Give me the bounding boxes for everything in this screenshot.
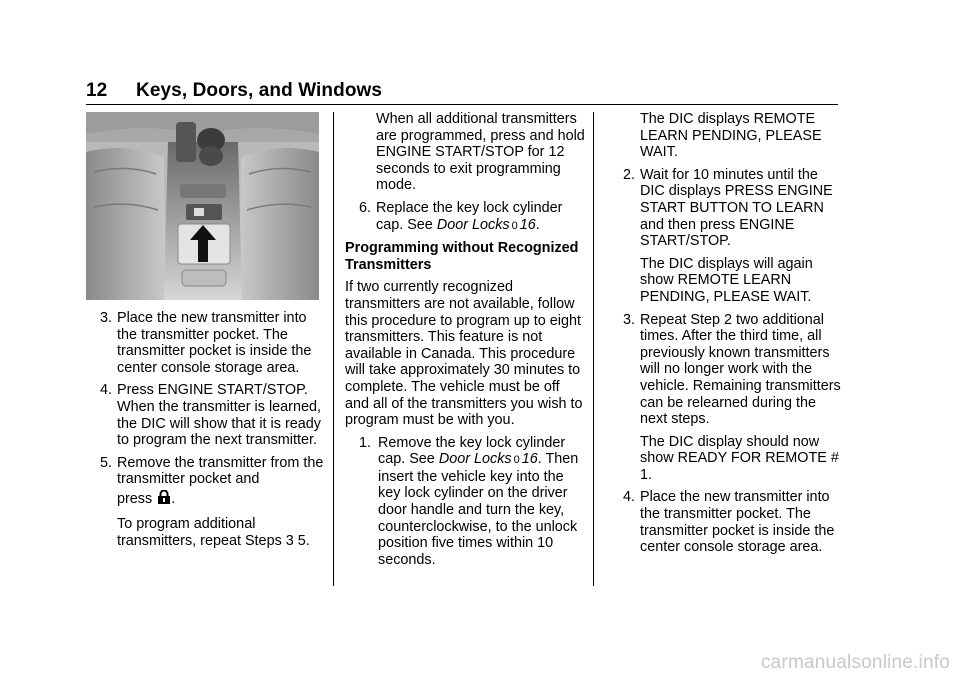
column-divider <box>333 112 334 586</box>
list-item <box>609 167 844 306</box>
list-item <box>609 312 844 484</box>
list-item <box>345 200 585 234</box>
continued-paragraph: When all additional transmitters are programmed, press and hold ENGINE START/STOP for 12 seconds to exit programming mode. <box>376 111 585 194</box>
step-text-part: . Then insert the vehicle key into the key lock cylinder on the driver door handle and turn the key, counterclockwise, to the unlock position five times within 10 seconds. <box>378 451 579 568</box>
column-2 <box>345 111 585 574</box>
console-illustration <box>86 112 319 300</box>
page-ref-arrow: 0 <box>513 454 520 467</box>
step-text: Press ENGINE START/STOP. When the transmitter is learned, the DIC will show that it is ready to program the next transmitter. <box>117 382 321 449</box>
intro-paragraph: If two currently recognized transmitters are not available, follow this procedure to program up to eight transmitters. This feature is not available in Canada. This procedure will take approximately 30 minutes to complete. The vehicle must be off and all of the transmitters you wish to program must be with you. <box>345 279 583 429</box>
step-text-part: Remove the transmitter from the transmitter pocket and <box>117 454 324 488</box>
list-item <box>609 489 844 555</box>
page-ref-arrow: 0 <box>511 219 518 232</box>
page-header <box>86 80 382 102</box>
page-number: 12 <box>86 80 108 101</box>
cross-reference: Door Locks <box>438 451 512 468</box>
step-text <box>376 200 585 234</box>
section-subheading: Programming without Recognized Transmitters <box>345 240 579 273</box>
step-number: 1. <box>358 434 371 451</box>
step-text-part: Replace the key lock cylinder cap. See <box>376 199 563 233</box>
list-item <box>345 435 585 569</box>
nested-list <box>345 435 585 569</box>
section-title: Keys, Doors, and Windows <box>136 80 383 101</box>
column-1 <box>86 310 324 555</box>
step-text <box>117 455 324 510</box>
step-number: 3. <box>99 310 112 326</box>
step-note: The DIC displays will again show REMOTE LEARN PENDING, PLEASE WAIT. <box>640 255 813 305</box>
step-number: 4. <box>622 489 635 506</box>
remote-lock-icon <box>157 490 171 510</box>
watermark: carmanualsonline.info <box>760 652 950 673</box>
step-text: Place the new transmitter into the transmitter pocket. The transmitter pocket is inside the center console storage area. <box>640 489 835 556</box>
column-divider <box>593 112 594 586</box>
continued-paragraph: The DIC displays REMOTE LEARN PENDING, PLEASE WAIT. <box>640 111 822 161</box>
header-rule <box>86 104 838 105</box>
step-number: 5. <box>99 454 112 471</box>
step-text-part: . <box>535 216 540 233</box>
list-item <box>86 455 324 549</box>
step-note: To program additional transmitters, repeat Steps 3 5. <box>117 515 310 549</box>
list-item <box>86 382 324 448</box>
column-3 <box>609 111 844 562</box>
list-item <box>86 310 324 376</box>
cross-reference-page: 16 <box>519 216 536 233</box>
step-number: 4. <box>99 382 112 399</box>
step-number: 6. <box>358 199 371 216</box>
step-text: Place the new transmitter into the transmitter pocket. The transmitter pocket is inside the center console storage area. <box>117 310 312 376</box>
step-text-part: press <box>117 490 153 507</box>
console-figure <box>86 112 319 300</box>
step-number: 3. <box>622 311 635 328</box>
step-text <box>378 435 585 569</box>
step-note: The DIC display should now show READY FOR REMOTE # 1. <box>640 433 839 483</box>
cross-reference-page: 16 <box>521 451 538 468</box>
step-text: Repeat Step 2 two additional times. After the third time, all previously known transmitters will no longer work with the vehicle. Remaining transmitters can be relearned during the next steps. <box>640 311 841 428</box>
step-text-part: . <box>171 490 176 507</box>
step-text: Wait for 10 minutes until the DIC displays PRESS ENGINE START BUTTON TO LEARN and then press ENGINE START/STOP. <box>640 166 833 250</box>
cross-reference: Door Locks <box>436 216 510 233</box>
step-number: 2. <box>622 166 635 183</box>
step-text-part: Remove the key lock cylinder cap. See <box>378 434 566 468</box>
